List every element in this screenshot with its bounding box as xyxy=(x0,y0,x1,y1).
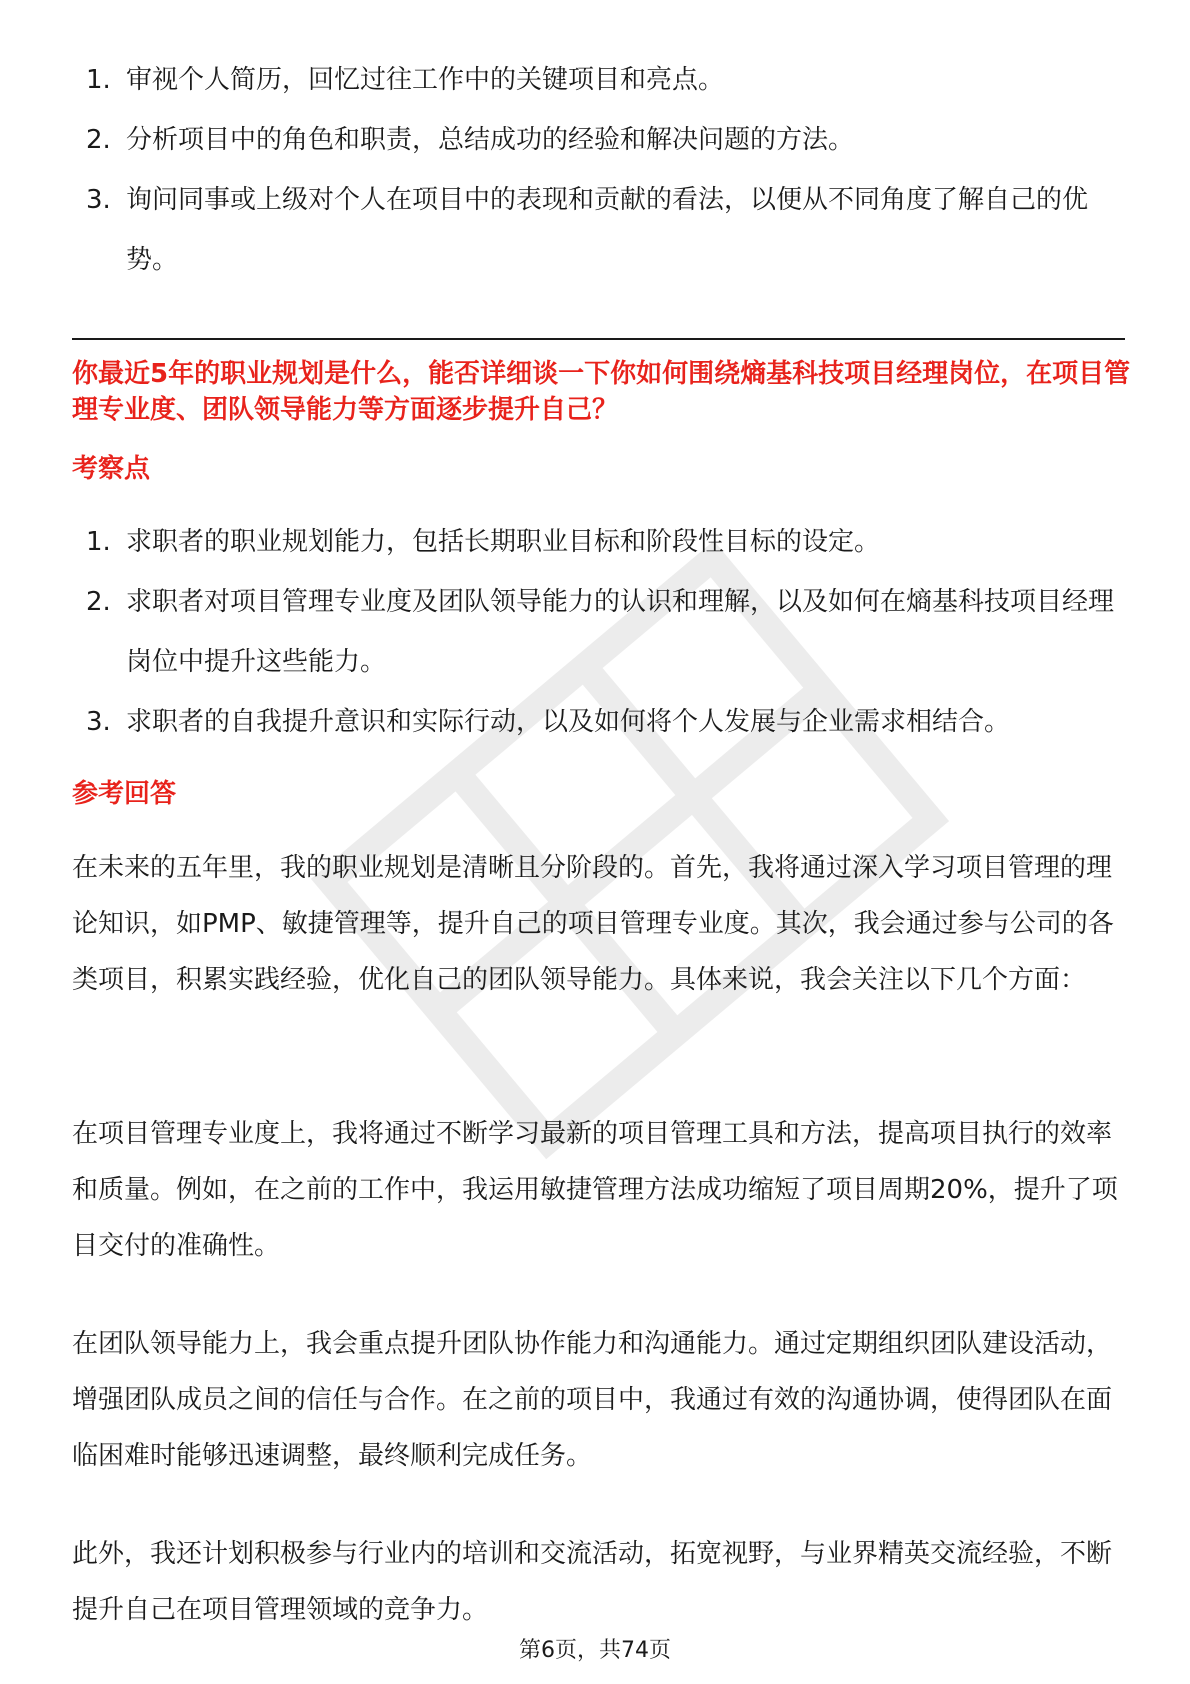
answer-paragraph: 在团队领导能力上，我会重点提升团队协作能力和沟通能力。通过定期组织团队建设活动，增强团队成员之间的信任与合作。在之前的项目中，我通过有效的沟通协调，使得团队在面临困难时能够迅速调整，最终顺利完成任务。 xyxy=(72,1329,1113,1471)
answer-paragraph: 在项目管理专业度上，我将通过不断学习最新的项目管理工具和方法，提高项目执行的效率和质量。例如，在之前的工作中，我运用敏捷管理方法成功缩短了项目周期20%，提升了项目交付的准确性。 xyxy=(72,1119,1118,1261)
list-text: 询问同事或上级对个人在项目中的表现和贡献的看法，以便从不同角度了解自己的优势。 xyxy=(126,185,1089,275)
list-number: 3. xyxy=(86,185,111,215)
page-footer: 第6页，共74页 xyxy=(519,1638,671,1663)
answer-heading: 参考回答 xyxy=(72,779,177,809)
list-number: 1. xyxy=(86,65,111,95)
list-text: 求职者的职业规划能力，包括长期职业目标和阶段性目标的设定。 xyxy=(126,527,881,557)
list-item xyxy=(72,572,1122,692)
list-number: 1. xyxy=(86,527,111,557)
list-item xyxy=(72,170,1122,290)
list-text: 分析项目中的角色和职责，总结成功的经验和解决问题的方法。 xyxy=(126,125,855,155)
list-item xyxy=(72,512,1122,572)
list-item xyxy=(72,110,1122,170)
answer-paragraph: 在未来的五年里，我的职业规划是清晰且分阶段的。首先，我将通过深入学习项目管理的理论知识，如PMP、敏捷管理等，提升自己的项目管理专业度。其次，我会通过参与公司的各类项目，积累实践经验，优化自己的团队领导能力。具体来说，我会关注以下几个方面： xyxy=(72,853,1114,995)
question-heading: 你最近5年的职业规划是什么，能否详细谈一下你如何围绕熵基科技项目经理岗位，在项目管理专业度、团队领导能力等方面逐步提升自己？ xyxy=(72,359,1131,425)
list-item xyxy=(72,692,1122,752)
list-text: 求职者对项目管理专业度及团队领导能力的认识和理解，以及如何在熵基科技项目经理岗位中提升这些能力。 xyxy=(126,587,1115,677)
list-item xyxy=(72,50,1122,110)
exam-points-list xyxy=(72,512,1122,752)
list-number: 2. xyxy=(86,587,111,617)
answer-paragraph: 此外，我还计划积极参与行业内的培训和交流活动，拓宽视野，与业界精英交流经验，不断提升自己在项目管理领域的竞争力。 xyxy=(72,1539,1113,1625)
list-text: 求职者的自我提升意识和实际行动，以及如何将个人发展与企业需求相结合。 xyxy=(126,707,1011,737)
section-divider xyxy=(72,338,1125,340)
list-number: 3. xyxy=(86,707,111,737)
list-text: 审视个人简历，回忆过往工作中的关键项目和亮点。 xyxy=(126,65,725,95)
exam-points-heading: 考察点 xyxy=(72,454,151,484)
list-number: 2. xyxy=(86,125,111,155)
top-list xyxy=(72,50,1122,290)
